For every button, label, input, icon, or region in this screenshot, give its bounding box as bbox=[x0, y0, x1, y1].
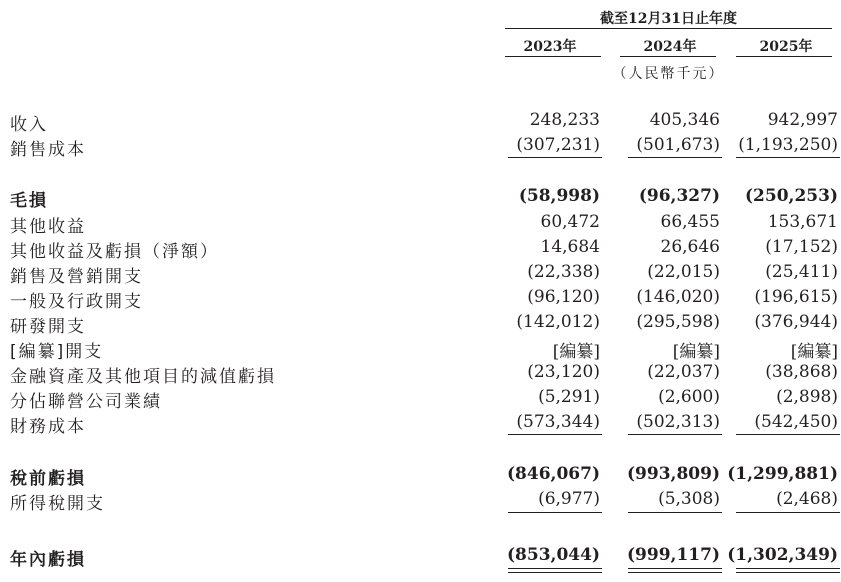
row-label: 金融資產及其他項目的減值虧損 bbox=[10, 367, 276, 387]
value-2024: (501,673) bbox=[636, 135, 720, 155]
value-2023: (96,120) bbox=[527, 287, 600, 307]
table-row bbox=[0, 212, 841, 236]
value-2025: (542,450) bbox=[754, 412, 838, 432]
row-label: 年內虧損 bbox=[10, 550, 86, 570]
value-2023: (22,338) bbox=[527, 262, 600, 282]
value-2023: (846,067) bbox=[507, 464, 600, 484]
table-row bbox=[0, 337, 841, 361]
value-2025: (1,193,250) bbox=[738, 135, 838, 155]
total-double-rule bbox=[736, 568, 840, 573]
year-header-2025: 2025年 bbox=[759, 39, 813, 55]
value-2023: (6,977) bbox=[538, 489, 600, 509]
value-2024: (993,809) bbox=[627, 464, 720, 484]
subtotal-rule bbox=[628, 434, 722, 435]
row-label: 銷售成本 bbox=[10, 140, 86, 160]
table-row bbox=[0, 362, 841, 386]
table-row bbox=[0, 387, 841, 411]
subtotal-rule bbox=[736, 157, 840, 158]
period-header-rule bbox=[505, 28, 832, 29]
year-rule-2024 bbox=[620, 56, 716, 57]
value-2025: (2,468) bbox=[776, 489, 838, 509]
value-2024: (96,327) bbox=[638, 186, 720, 206]
row-label: 收入 bbox=[10, 115, 48, 135]
value-2024: [編纂] bbox=[672, 342, 720, 362]
value-2023: (5,291) bbox=[538, 387, 600, 407]
table-row bbox=[0, 237, 841, 261]
table-row bbox=[0, 489, 841, 513]
value-2024: 66,455 bbox=[660, 212, 720, 232]
value-2024: 26,646 bbox=[660, 237, 720, 257]
total-double-rule bbox=[508, 568, 602, 573]
value-2024: (295,598) bbox=[636, 312, 720, 332]
row-label: 其他收益及虧損（淨額） bbox=[10, 242, 219, 262]
value-2025: (376,944) bbox=[754, 312, 838, 332]
value-2025: (250,253) bbox=[745, 186, 838, 206]
value-2025: (17,152) bbox=[765, 237, 838, 257]
subtotal-rule bbox=[736, 434, 840, 435]
value-2025: (1,299,881) bbox=[727, 464, 838, 484]
value-2023: (142,012) bbox=[516, 312, 600, 332]
subtotal-rule bbox=[508, 434, 602, 435]
value-2024: (2,600) bbox=[658, 387, 720, 407]
row-label: 稅前虧損 bbox=[10, 469, 86, 489]
table-row bbox=[0, 412, 841, 436]
table-row bbox=[0, 545, 841, 569]
value-2024: (146,020) bbox=[636, 287, 720, 307]
value-2025: (38,868) bbox=[765, 362, 838, 382]
year-header-2023: 2023年 bbox=[523, 39, 577, 55]
value-2025: 942,997 bbox=[767, 110, 838, 130]
subtotal-rule bbox=[628, 512, 722, 513]
subtotal-rule bbox=[508, 157, 602, 158]
year-rule-2023 bbox=[505, 56, 601, 57]
year-header-2024: 2024年 bbox=[643, 39, 697, 55]
value-2023: 60,472 bbox=[540, 212, 600, 232]
value-2023: (23,120) bbox=[527, 362, 600, 382]
value-2025: 153,671 bbox=[767, 212, 838, 232]
value-2025: [編纂] bbox=[790, 342, 838, 362]
table-row bbox=[0, 262, 841, 286]
value-2024: (22,015) bbox=[647, 262, 720, 282]
row-label: 分佔聯營公司業績 bbox=[10, 392, 162, 412]
value-2023: (58,998) bbox=[518, 186, 600, 206]
table-row bbox=[0, 312, 841, 336]
table-row bbox=[0, 186, 841, 210]
table-row bbox=[0, 464, 841, 488]
value-2024: 405,346 bbox=[649, 110, 720, 130]
row-label: 銷售及營銷開支 bbox=[10, 267, 143, 287]
row-label: 毛損 bbox=[10, 191, 48, 211]
value-2023: 14,684 bbox=[540, 237, 600, 257]
value-2024: (999,117) bbox=[627, 545, 720, 565]
value-2025: (25,411) bbox=[765, 262, 838, 282]
value-2024: (502,313) bbox=[636, 412, 720, 432]
subtotal-rule bbox=[628, 157, 722, 158]
table-row bbox=[0, 135, 841, 159]
value-2025: (1,302,349) bbox=[727, 545, 838, 565]
row-label: [編纂]開支 bbox=[10, 342, 104, 362]
subtotal-rule bbox=[736, 512, 840, 513]
row-label: 財務成本 bbox=[10, 417, 86, 437]
value-2023: (307,231) bbox=[516, 135, 600, 155]
row-label: 一般及行政開支 bbox=[10, 292, 143, 312]
row-label: 其他收益 bbox=[10, 217, 86, 237]
row-label: 所得稅開支 bbox=[10, 494, 105, 514]
total-double-rule bbox=[628, 568, 722, 573]
value-2023: 248,233 bbox=[529, 110, 600, 130]
value-2023: (853,044) bbox=[507, 545, 600, 565]
value-2024: (5,308) bbox=[658, 489, 720, 509]
row-label: 研發開支 bbox=[10, 317, 86, 337]
subtotal-rule bbox=[508, 512, 602, 513]
value-2023: [編纂] bbox=[552, 342, 600, 362]
table-row bbox=[0, 287, 841, 311]
table-row bbox=[0, 110, 841, 134]
value-2025: (2,898) bbox=[776, 387, 838, 407]
unit-label: （人民幣千元） bbox=[612, 66, 725, 82]
year-rule-2025 bbox=[736, 56, 832, 57]
period-header: 截至12月31日止年度 bbox=[600, 11, 737, 27]
value-2024: (22,037) bbox=[647, 362, 720, 382]
value-2023: (573,344) bbox=[516, 412, 600, 432]
value-2025: (196,615) bbox=[754, 287, 838, 307]
